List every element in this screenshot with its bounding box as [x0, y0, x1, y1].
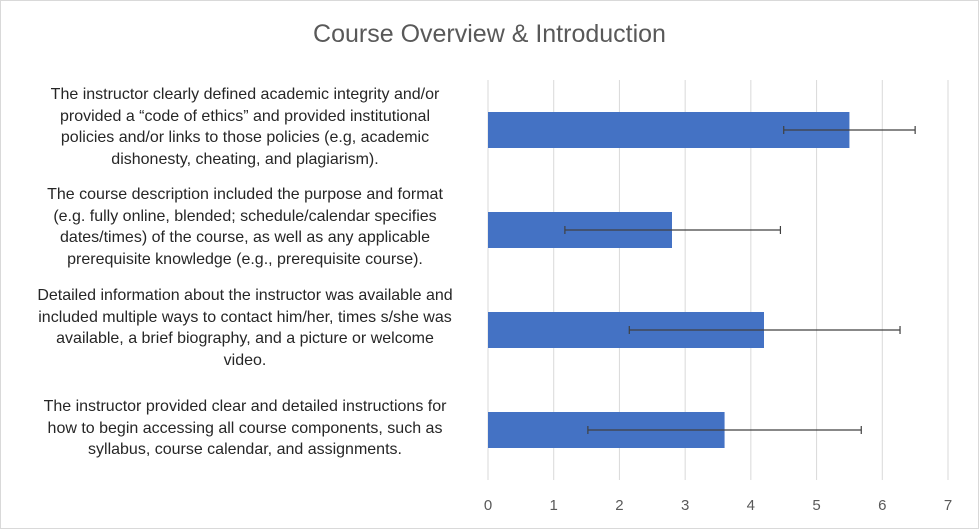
- x-tick-label: 6: [878, 497, 887, 514]
- chart-title: Course Overview & Introduction: [313, 20, 666, 48]
- category-label-line: provided a “code of ethics” and provided institutional: [60, 107, 430, 125]
- x-tick-label: 5: [812, 497, 821, 514]
- category-label-line: syllabus, course calendar, and assignments.: [88, 441, 402, 458]
- category-label-line: The instructor provided clear and detailed instructions for: [43, 398, 447, 415]
- category-label-line: Detailed information about the instructor was available and: [37, 287, 453, 304]
- x-tick-label: 1: [549, 497, 558, 514]
- category-label-line: policies and/or links to those policies (e.g, academic: [60, 129, 430, 146]
- x-tick-label: 3: [680, 497, 690, 514]
- category-label-line: The course description included the purpose and format: [47, 186, 443, 203]
- x-tick-label: 4: [746, 497, 756, 514]
- category-label-line: how to begin accessing all course components, such as: [47, 419, 443, 437]
- x-tick-label: 2: [615, 497, 624, 514]
- category-label-line: available, a brief biography, and a picture or welcome: [56, 330, 434, 347]
- x-tick-label: 0: [483, 497, 493, 514]
- x-tick-label: 7: [943, 497, 953, 514]
- category-label-line: The instructor clearly defined academic integrity and/or: [50, 86, 440, 103]
- category-label-line: (e.g. fully online, blended; schedule/calendar specifies: [53, 207, 437, 225]
- category-label-line: prerequisite knowledge (e.g., prerequisite course).: [67, 250, 423, 268]
- category-label-line: dates/times) of the course, as well as any applicable: [60, 229, 430, 246]
- category-label-line: dishonesty, cheating, and plagiarism).: [111, 150, 379, 168]
- category-label-line: video.: [223, 351, 267, 369]
- category-label-line: included multiple ways to contact him/her, times s/she was: [38, 308, 452, 326]
